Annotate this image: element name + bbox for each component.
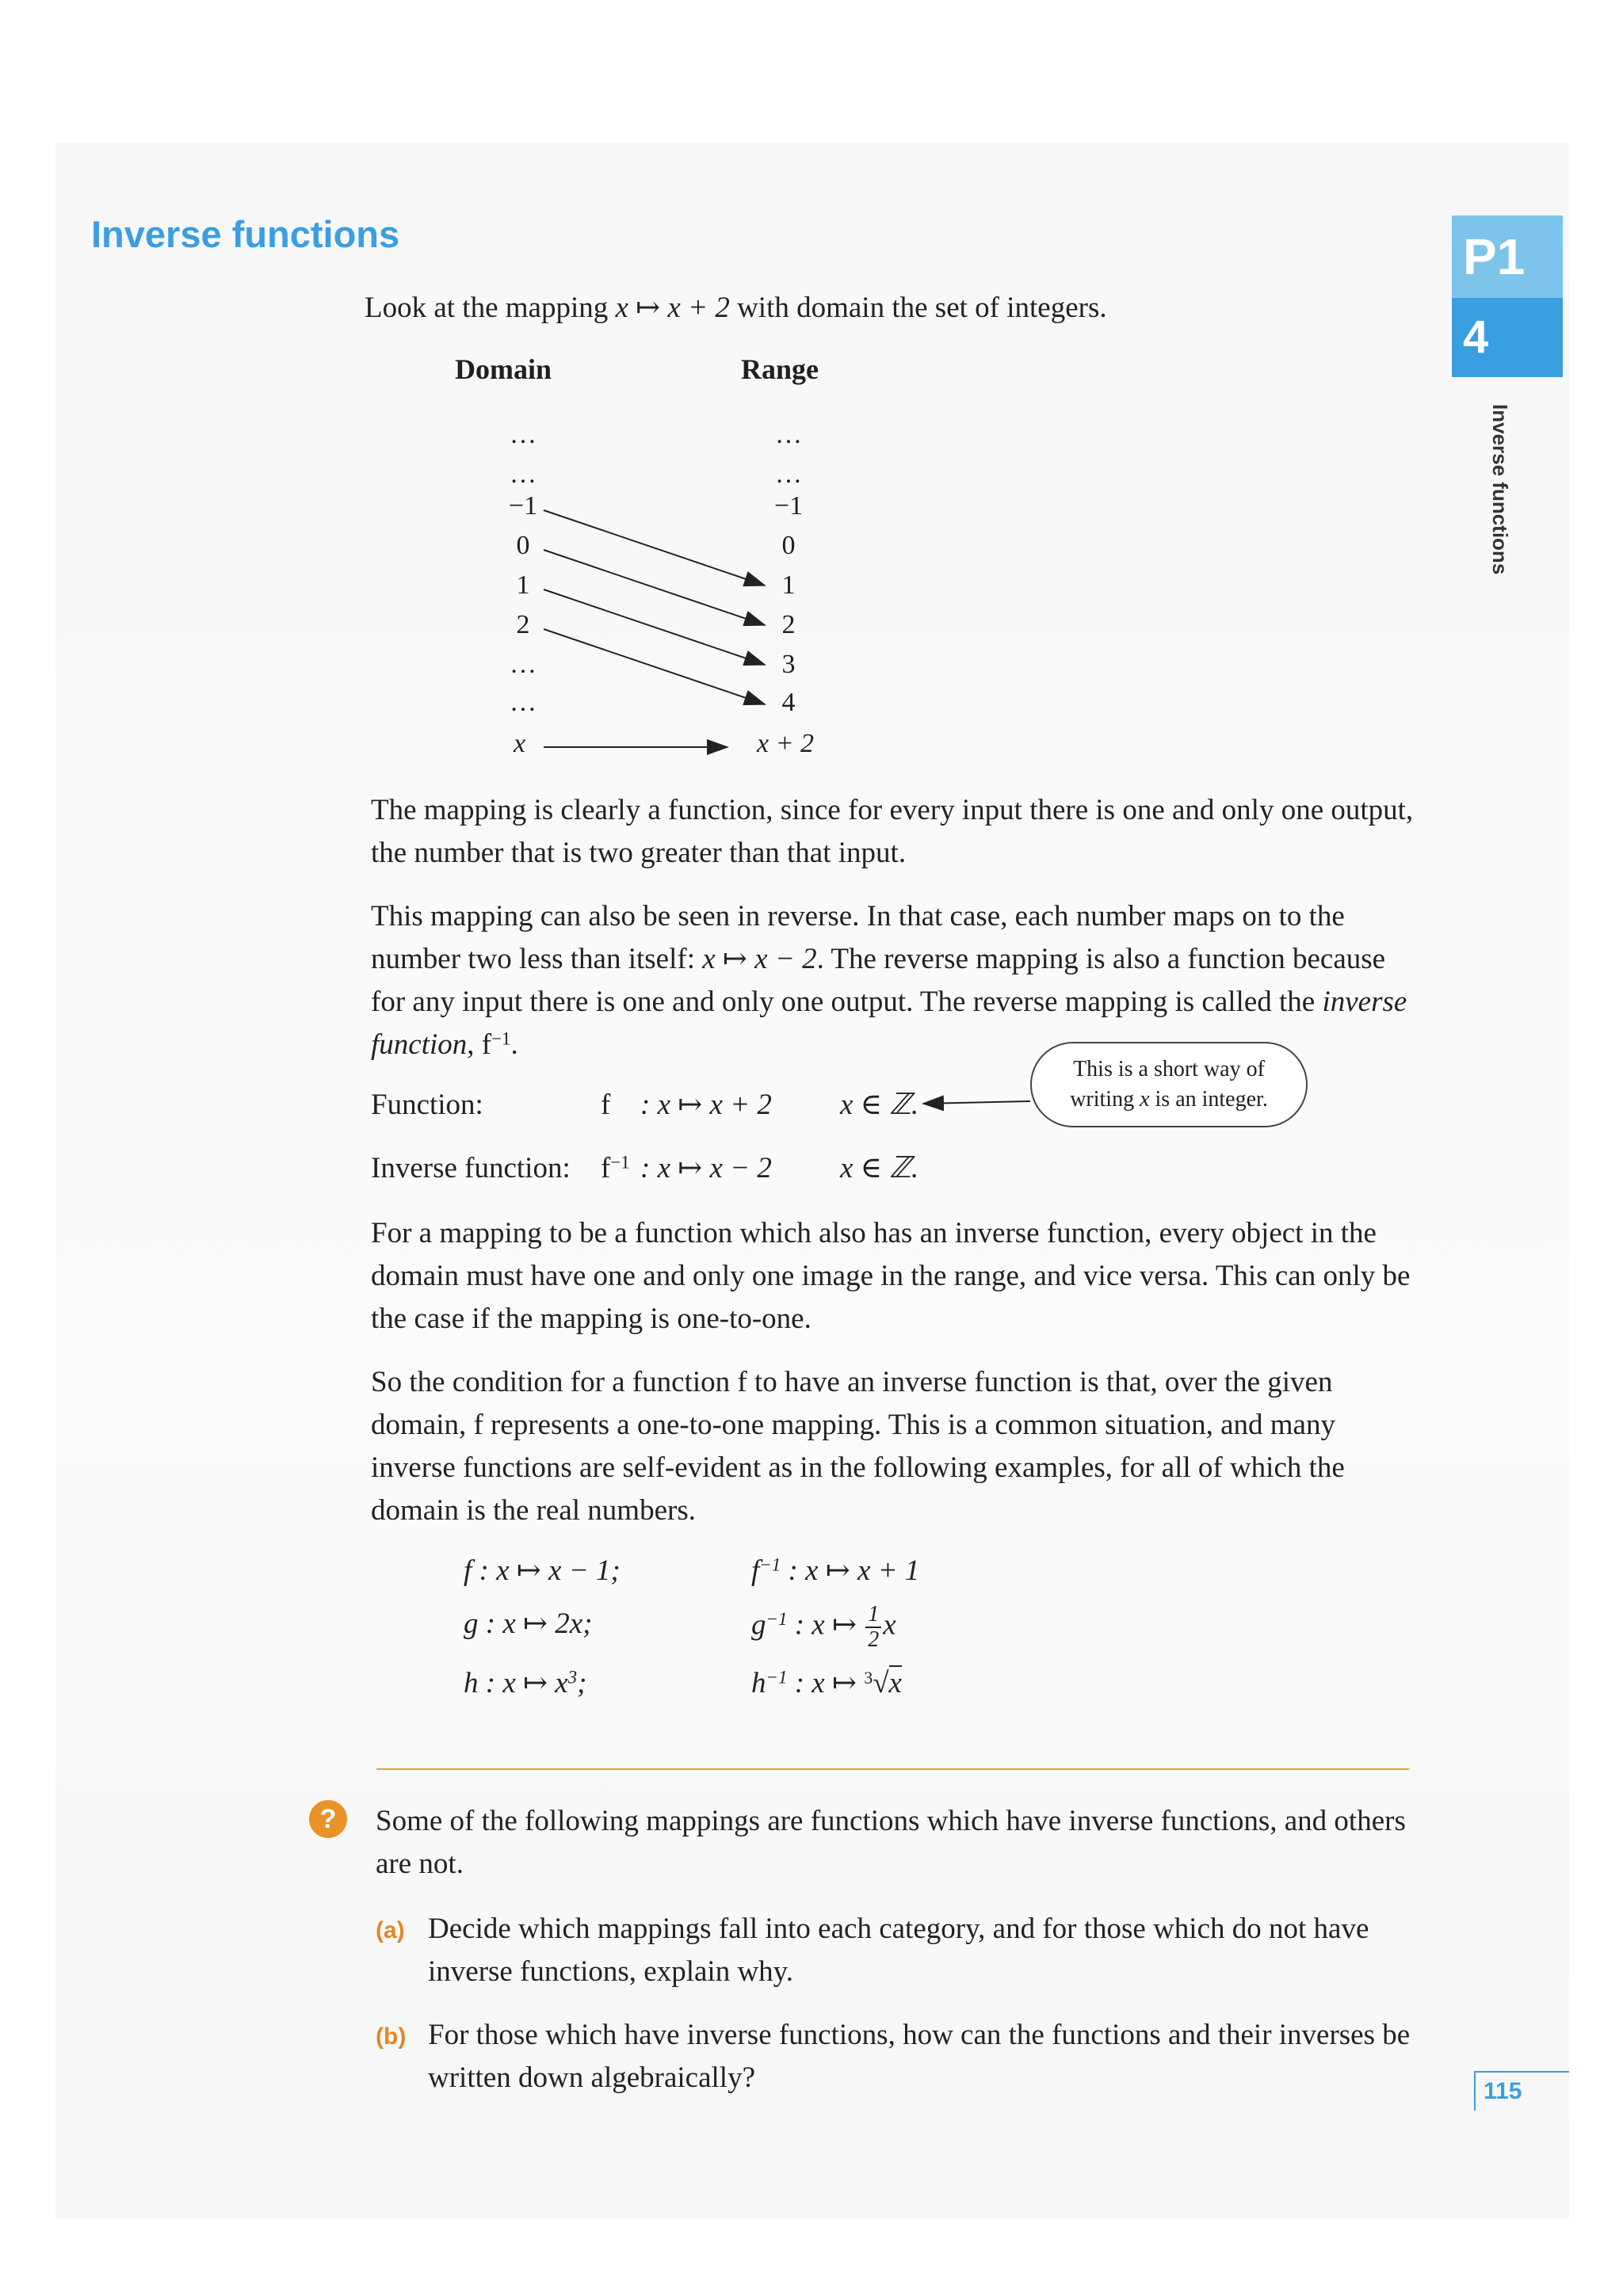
p2-inverse-term: inverse function <box>371 986 1407 1061</box>
callout-text-c: is an integer. <box>1149 1087 1268 1112</box>
callout-line-1: This is a short way of <box>1073 1057 1265 1081</box>
h-sup: 3 <box>567 1667 578 1688</box>
callout-arrow <box>923 1101 1030 1104</box>
side-running-title: Inverse functions <box>1488 404 1512 575</box>
callout-line-2 <box>1032 1085 1306 1115</box>
range-value: 0 <box>781 531 796 560</box>
question-text: Some of the following mappings are functions which have inverse functions, and others are not. <box>376 1805 1406 1880</box>
paragraph-function-explanation: The mapping is clearly a function, since for every input there is one and only one output, the number that is two greater than that input. <box>371 794 1414 869</box>
intro-mapping: x ↦ x + 2 <box>615 292 730 324</box>
domain-value: x <box>514 729 526 758</box>
callout-var: x <box>1140 1087 1150 1112</box>
callout-text-a: writing <box>1070 1087 1140 1112</box>
range-value: −1 <box>773 491 804 521</box>
example-g-inverse <box>751 1603 896 1652</box>
arrow-1 <box>544 589 765 665</box>
example-g: g : x ↦ 2x; <box>464 1608 593 1640</box>
finv-name: f <box>751 1554 760 1587</box>
p2-sup: −1 <box>491 1028 511 1049</box>
range-value: 3 <box>781 650 796 679</box>
example-f-inverse <box>751 1550 919 1592</box>
radical-sign: √ <box>873 1667 889 1699</box>
h-base: h : x ↦ x <box>464 1667 568 1699</box>
domain-value: 2 <box>516 610 530 639</box>
range-value: 2 <box>781 610 796 639</box>
function-label: Function: <box>371 1089 483 1121</box>
range-value: … <box>775 420 802 449</box>
inverse-sup: −1 <box>610 1152 630 1173</box>
inverse-rule: : x ↦ x − 2 <box>640 1152 772 1184</box>
range-value: 4 <box>781 688 796 717</box>
part-a-text: Decide which mappings fall into each category, and for those which do not have inverse functions, explain why. <box>428 1913 1369 1988</box>
finv-sup: −1 <box>759 1554 781 1575</box>
example-f: f : x ↦ x − 1; <box>464 1554 621 1587</box>
question-icon: ? <box>309 1800 347 1838</box>
domain-value: 0 <box>516 531 530 560</box>
p2-part-a: This mapping can also be seen in reverse. In that case, each number maps on to the number two less than itself: <box>371 900 1345 975</box>
hinv-sup: −1 <box>766 1667 788 1688</box>
paragraph-one-to-one: For a mapping to be a function which also has an inverse function, every object in the domain must have one and only one image in the range, and vice versa. This can only be the case if the mapping is one-to-one. <box>371 1217 1411 1335</box>
intro-prefix: Look at the mapping <box>365 292 616 324</box>
ginv-rule: : x ↦ <box>787 1608 865 1642</box>
p2-part-c: . The reverse mapping is also a function because for any input there is one and only one output. The reverse mapping is called the <box>371 943 1386 1018</box>
p2-mapping: x ↦ x − 2 <box>702 943 817 975</box>
inverse-domain: x ∈ ℤ. <box>840 1152 919 1184</box>
chapter-tab: 4 <box>1452 298 1563 377</box>
range-value: x + 2 <box>757 729 815 758</box>
domain-value: … <box>510 460 537 489</box>
inverse-name <box>601 1147 630 1190</box>
ginv-name: g <box>751 1608 766 1642</box>
h-end: ; <box>577 1667 587 1699</box>
part-b-text: For those which have inverse functions, how can the functions and their inverses be written down algebraically? <box>428 2019 1411 2094</box>
fraction-denominator: 2 <box>868 1627 880 1652</box>
range-header: Range <box>741 353 819 385</box>
page-number: 115 <box>1474 2071 1569 2111</box>
arrow-2 <box>544 629 765 704</box>
fraction-numerator: 1 <box>865 1603 881 1628</box>
function-domain: x ∈ ℤ. <box>840 1089 919 1121</box>
intro-suffix: with domain the set of integers. <box>729 292 1107 324</box>
cube-root-index: 3 <box>864 1668 873 1688</box>
hinv-name: h <box>751 1667 766 1699</box>
p2-part-e: , f <box>467 1028 492 1061</box>
domain-value: … <box>510 420 537 449</box>
domain-value: … <box>510 688 537 717</box>
domain-value: −1 <box>508 491 538 521</box>
paragraph-reverse-mapping <box>371 895 1417 1066</box>
p2-end: . <box>510 1028 518 1061</box>
inverse-letter: f <box>601 1152 611 1184</box>
part-tab: P1 <box>1452 215 1563 298</box>
hinv-rule: : x ↦ <box>787 1667 865 1699</box>
arrow-minus1 <box>544 510 765 585</box>
example-h <box>464 1662 586 1705</box>
inverse-label: Inverse function: <box>371 1152 571 1184</box>
domain-value: 1 <box>516 570 530 600</box>
section-divider <box>376 1768 1409 1770</box>
part-b-label: (b) <box>376 2023 407 2050</box>
section-title: Inverse functions <box>91 213 400 255</box>
domain-value: … <box>510 650 537 679</box>
function-rule: : x ↦ x + 2 <box>640 1089 772 1121</box>
range-value: … <box>775 460 802 489</box>
paragraph-condition: So the condition for a function f to have an inverse function is that, over the given domain, f represents a one-to-one mapping. This is a common situation, and many inverse functions are self-evident as in the following examples, for all of which the domain is the real numbers. <box>371 1366 1345 1527</box>
ginv-fraction <box>865 1603 881 1652</box>
part-a-label: (a) <box>376 1917 405 1943</box>
radicand: x <box>888 1667 902 1699</box>
domain-header: Domain <box>455 353 552 385</box>
range-value: 1 <box>781 570 796 600</box>
arrow-0 <box>544 550 765 625</box>
finv-rule: : x ↦ x + 1 <box>781 1554 920 1587</box>
ginv-var: x <box>883 1608 896 1642</box>
ginv-sup: −1 <box>766 1609 788 1630</box>
function-name: f <box>601 1089 611 1121</box>
example-h-inverse <box>751 1662 902 1705</box>
callout-bubble <box>1030 1042 1308 1127</box>
